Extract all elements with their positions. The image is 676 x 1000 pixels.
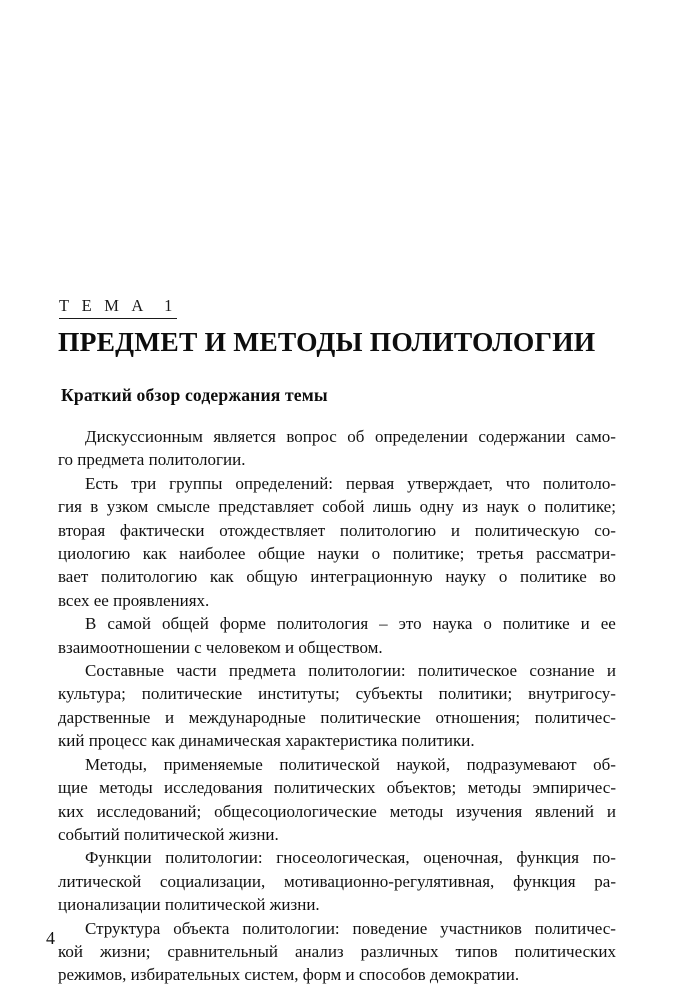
word: исследования: [164, 778, 263, 798]
text-line: [58, 519, 616, 542]
word: одну: [419, 497, 454, 517]
word: политических: [514, 941, 616, 961]
word: интеграционную: [310, 567, 433, 587]
word: политике;: [544, 497, 616, 517]
paragraph: [58, 472, 616, 612]
word: отождествляет: [219, 520, 326, 540]
word: го предмета политологии.: [58, 450, 246, 470]
word: событий политической жизни.: [58, 824, 279, 844]
section-title: Краткий обзор содержания темы: [61, 385, 328, 405]
word: методы: [389, 801, 444, 821]
word: щие: [58, 778, 88, 798]
paragraph: [58, 846, 616, 916]
word: и: [580, 614, 590, 634]
page-title: ПРЕДМЕТ И МЕТОДЫ ПОЛИТОЛОГИИ: [58, 326, 596, 357]
word: первая: [345, 473, 395, 493]
word: циологию: [58, 544, 131, 564]
word: взаимоотношении с человеком и обществом.: [58, 637, 383, 657]
word: политике;: [392, 544, 465, 564]
word: жизни;: [99, 941, 151, 961]
word: предмета: [228, 661, 296, 681]
word: политике: [519, 567, 587, 587]
word: об: [347, 427, 365, 446]
word: внутригосу-: [528, 684, 616, 704]
text-line: [58, 870, 616, 893]
word: утверждает,: [407, 473, 493, 493]
word: форме: [219, 614, 266, 634]
word: политологии:: [308, 661, 406, 681]
word: содержании: [478, 427, 566, 446]
word: режимов, избирательных систем, форм и способов демократии.: [58, 965, 520, 985]
word: объекта: [173, 918, 230, 938]
word: методы: [467, 778, 522, 798]
word: общую: [246, 567, 298, 587]
page-number: 4: [46, 928, 55, 948]
word: третья: [476, 544, 524, 564]
word: в: [90, 497, 99, 517]
word: узком: [106, 497, 149, 517]
text-line: [58, 659, 616, 682]
word: кий процесс как динамическая характеристика политики.: [58, 731, 475, 751]
text-line: [58, 940, 616, 963]
word: фактически: [119, 520, 205, 540]
word: определении: [374, 427, 468, 446]
word: собой: [322, 497, 365, 517]
text-line: [58, 472, 616, 495]
word: группы: [169, 473, 223, 493]
paragraph: [58, 425, 616, 472]
page-content: [58, 296, 616, 987]
word: части: [176, 661, 217, 681]
word: о: [498, 567, 508, 587]
word: политики;: [438, 684, 513, 704]
word: применяемые: [163, 754, 263, 774]
paragraph: [58, 659, 616, 753]
word: политологию: [100, 567, 198, 587]
word: В: [85, 614, 97, 634]
word: Есть: [85, 473, 119, 493]
word: о: [527, 497, 536, 517]
word: различных: [360, 941, 439, 961]
word: Дискуссионным: [85, 427, 203, 446]
word: три: [131, 473, 157, 493]
text-line: [58, 729, 616, 752]
word: смысле: [156, 497, 210, 517]
word: рассматри-: [536, 544, 616, 564]
word: ее: [600, 614, 616, 634]
word: и: [606, 661, 616, 681]
word: лишь: [372, 497, 412, 517]
word: отношения;: [435, 707, 521, 727]
word: как: [209, 567, 234, 587]
text-line: [58, 542, 616, 565]
word: социализации,: [159, 871, 266, 891]
text-line: [58, 706, 616, 729]
word: науки: [317, 544, 360, 564]
word: во: [599, 567, 616, 587]
paragraph: [58, 917, 616, 987]
word: политические: [141, 684, 243, 704]
word: политологию: [339, 520, 437, 540]
word: функция: [513, 871, 576, 891]
word: анализ: [295, 941, 344, 961]
text-line: [58, 963, 616, 986]
word: ких: [58, 801, 84, 821]
text-line: [58, 917, 616, 940]
word: политике: [502, 614, 570, 634]
word: наиболее: [179, 544, 246, 564]
word: это: [398, 614, 422, 634]
word: по-: [592, 848, 616, 868]
word: ционализации политической жизни.: [58, 895, 320, 915]
text-line: [58, 682, 616, 705]
word: политической: [279, 754, 380, 774]
word: субъекты: [355, 684, 423, 704]
word: науку: [445, 567, 487, 587]
text-line: [58, 612, 616, 635]
word: наука: [432, 614, 473, 634]
word: политичес-: [534, 918, 616, 938]
word: всех ее проявлениях.: [58, 590, 210, 610]
word: политологии:: [242, 918, 340, 938]
word: гия: [58, 497, 82, 517]
text-line: [58, 636, 616, 659]
word: политоло-: [542, 473, 616, 493]
word: самой: [107, 614, 151, 634]
word: политология: [276, 614, 369, 634]
paragraph: [58, 612, 616, 659]
word: со-: [594, 520, 616, 540]
text-line: [58, 776, 616, 799]
word: культура;: [58, 684, 126, 704]
word: Составные: [85, 661, 165, 681]
word: подразумевают: [466, 754, 577, 774]
word: вторая: [58, 520, 106, 540]
word: вает: [58, 567, 89, 587]
word: литической: [58, 871, 142, 891]
word: политические: [320, 707, 421, 727]
word: –: [379, 614, 388, 634]
word: общесоциологические: [214, 801, 377, 821]
word: представляет: [218, 497, 314, 517]
word: оценочная,: [423, 848, 503, 868]
word: определений:: [235, 473, 334, 493]
text-line: [58, 495, 616, 518]
word: участников: [440, 918, 522, 938]
word: кой: [58, 941, 83, 961]
word: типов: [455, 941, 498, 961]
body-text: [58, 425, 616, 987]
text-line: [58, 893, 616, 916]
word: и: [450, 520, 460, 540]
word: гносеологическая,: [276, 848, 410, 868]
word: ра-: [594, 871, 616, 891]
word: как: [142, 544, 167, 564]
word: политическую: [474, 520, 580, 540]
text-line: [58, 753, 616, 776]
text-line: [58, 589, 616, 612]
word: исследований;: [96, 801, 202, 821]
word: общей: [161, 614, 209, 634]
word: наук: [486, 497, 520, 517]
word: международные: [188, 707, 306, 727]
word: что: [505, 473, 531, 493]
word: мотивационно-регулятивная,: [284, 871, 495, 891]
word: об-: [593, 754, 616, 774]
word: институты;: [258, 684, 340, 704]
theme-label: Т Е М А 1: [59, 296, 177, 319]
word: и: [606, 801, 616, 821]
word: наукой,: [396, 754, 450, 774]
word: изучения: [456, 801, 523, 821]
word: дарственные: [58, 707, 151, 727]
word: политичес-: [534, 707, 616, 727]
word: явлений: [535, 801, 594, 821]
word: эмпиричес-: [532, 778, 616, 798]
text-line: [58, 425, 616, 448]
word: политологии:: [165, 848, 263, 868]
word: о: [371, 544, 381, 564]
word: сознание: [529, 661, 595, 681]
paragraph: [58, 753, 616, 847]
word: о: [483, 614, 492, 634]
word: поведение: [352, 918, 428, 938]
word: функция: [516, 848, 580, 868]
word: сравнительный: [167, 941, 279, 961]
word: является: [213, 427, 276, 446]
word: Функции: [85, 848, 152, 868]
word: общие: [257, 544, 305, 564]
word: объектов;: [386, 778, 457, 798]
word: из: [462, 497, 479, 517]
word: политическое: [417, 661, 518, 681]
word: Методы,: [85, 754, 147, 774]
text-line: [58, 800, 616, 823]
text-line: [58, 823, 616, 846]
text-line: [58, 565, 616, 588]
text-line: [58, 448, 616, 471]
word: вопрос: [286, 427, 337, 446]
text-line: [58, 846, 616, 869]
word: само-: [575, 427, 616, 446]
word: политических: [273, 778, 376, 798]
word: и: [164, 707, 175, 727]
word: Структура: [85, 918, 161, 938]
word: методы: [99, 778, 153, 798]
